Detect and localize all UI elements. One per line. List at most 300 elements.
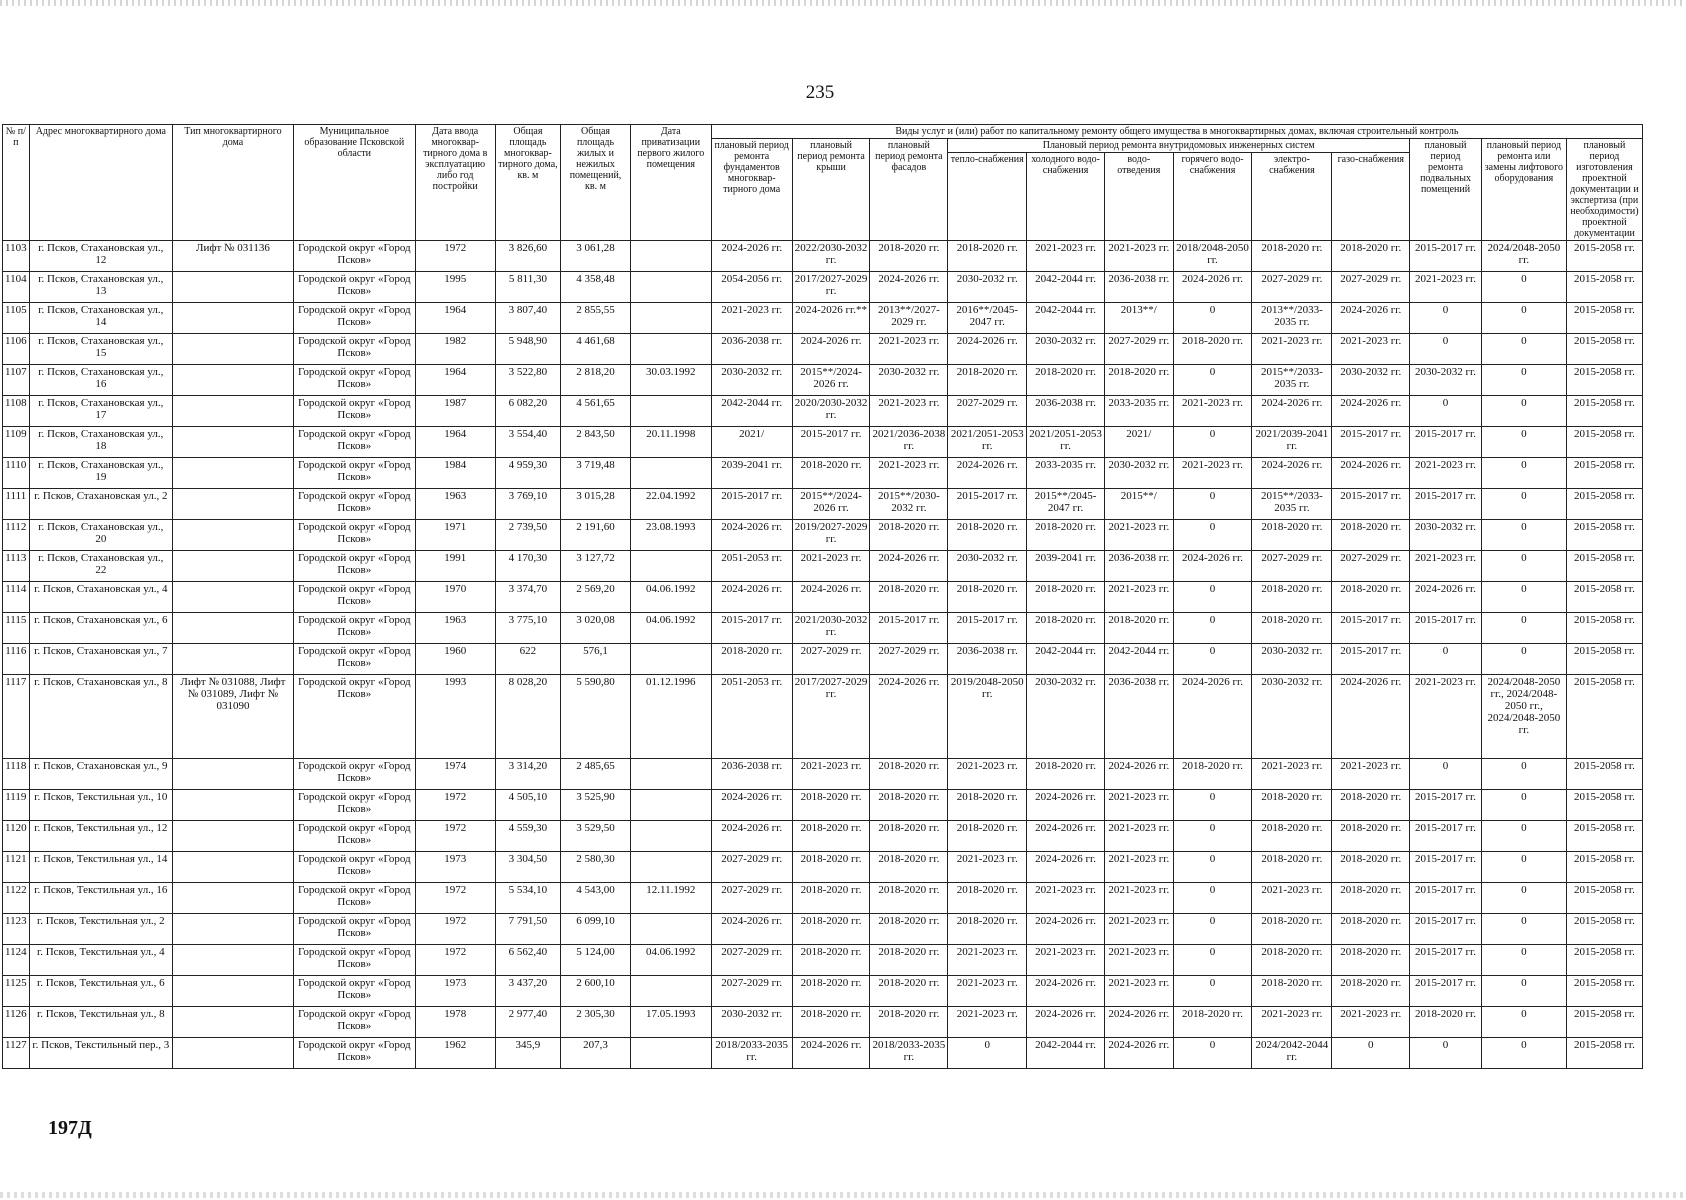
cell-basement-period: 2030-2032 гг.: [1410, 365, 1482, 396]
cell-row-number: 1118: [3, 759, 30, 790]
cell-gas-period: 2015-2017 гг.: [1332, 644, 1410, 675]
cell-hot-water-period: 0: [1173, 914, 1252, 945]
table-row: [3, 945, 1643, 976]
cell-hot-water-period: 0: [1173, 427, 1252, 458]
cell-privatization-date: 20.11.1998: [630, 427, 711, 458]
cell-sewerage-period: 2018-2020 гг.: [1104, 365, 1173, 396]
cell-basement-period: 2015-2017 гг.: [1410, 914, 1482, 945]
cell-foundation-period: 2024-2026 гг.: [711, 520, 792, 551]
cell-roof-period: 2027-2029 гг.: [792, 644, 870, 675]
cell-gas-period: 2018-2020 гг.: [1332, 883, 1410, 914]
cell-address: г. Псков, Стахановская ул., 9: [29, 759, 172, 790]
cell-basement-period: 2015-2017 гг.: [1410, 613, 1482, 644]
cell-roof-period: 2021-2023 гг.: [792, 759, 870, 790]
cell-commission-year: 1964: [415, 427, 495, 458]
cell-foundation-period: 2024-2026 гг.: [711, 241, 792, 272]
cell-commission-year: 1991: [415, 551, 495, 582]
cell-cold-water-period: 2018-2020 гг.: [1027, 582, 1105, 613]
cell-cold-water-period: 2018-2020 гг.: [1027, 365, 1105, 396]
cell-address: г. Псков, Стахановская ул., 19: [29, 458, 172, 489]
cell-municipality: Городской округ «Город Псков»: [293, 613, 415, 644]
cell-row-number: 1126: [3, 1007, 30, 1038]
cell-elevator-period: 0: [1481, 334, 1566, 365]
header-works-group: Виды услуг и (или) работ по капитальному ремонту общего имущества в многоквартирных домах, включая строительный контроль: [711, 125, 1642, 139]
cell-basement-period: 0: [1410, 303, 1482, 334]
cell-address: г. Псков, Текстильная ул., 6: [29, 976, 172, 1007]
cell-hot-water-period: 0: [1173, 644, 1252, 675]
cell-hot-water-period: 2024-2026 гг.: [1173, 272, 1252, 303]
cell-facade-period: 2018-2020 гг.: [870, 582, 948, 613]
cell-living-area: 3 020,08: [561, 613, 631, 644]
cell-cold-water-period: 2042-2044 гг.: [1027, 644, 1105, 675]
cell-design-period: 2015-2058 гг.: [1566, 334, 1642, 365]
cell-municipality: Городской округ «Город Псков»: [293, 945, 415, 976]
cell-facade-period: 2018-2020 гг.: [870, 914, 948, 945]
cell-hot-water-period: 2024-2026 гг.: [1173, 675, 1252, 759]
cell-sewerage-period: 2033-2035 гг.: [1104, 396, 1173, 427]
cell-house-type: [173, 790, 294, 821]
cell-heating-period: 2018-2020 гг.: [948, 790, 1027, 821]
header-hot-water: горячего водо-снабжения: [1173, 153, 1252, 241]
cell-gas-period: 2027-2029 гг.: [1332, 551, 1410, 582]
cell-municipality: Городской округ «Город Псков»: [293, 821, 415, 852]
header-total-area: Общая площадь многоквар-тирного дома, кв. м: [495, 125, 561, 241]
cell-address: г. Псков, Текстильная ул., 16: [29, 883, 172, 914]
cell-living-area: 2 485,65: [561, 759, 631, 790]
cell-address: г. Псков, Стахановская ул., 6: [29, 613, 172, 644]
cell-sewerage-period: 2027-2029 гг.: [1104, 334, 1173, 365]
cell-address: г. Псков, Текстильная ул., 14: [29, 852, 172, 883]
cell-electricity-period: 2021-2023 гг.: [1252, 334, 1332, 365]
cell-sewerage-period: 2021-2023 гг.: [1104, 821, 1173, 852]
cell-house-type: [173, 759, 294, 790]
cell-row-number: 1125: [3, 976, 30, 1007]
cell-living-area: 6 099,10: [561, 914, 631, 945]
cell-commission-year: 1963: [415, 613, 495, 644]
cell-gas-period: 2021-2023 гг.: [1332, 334, 1410, 365]
cell-cold-water-period: 2039-2041 гг.: [1027, 551, 1105, 582]
cell-total-area: 3 304,50: [495, 852, 561, 883]
cell-house-type: [173, 334, 294, 365]
table-row: [3, 852, 1643, 883]
cell-roof-period: 2017/2027-2029 гг.: [792, 675, 870, 759]
cell-gas-period: 2018-2020 гг.: [1332, 790, 1410, 821]
cell-gas-period: 2018-2020 гг.: [1332, 241, 1410, 272]
cell-commission-year: 1972: [415, 914, 495, 945]
cell-elevator-period: 0: [1481, 644, 1566, 675]
cell-heating-period: 2021-2023 гг.: [948, 976, 1027, 1007]
cell-municipality: Городской округ «Город Псков»: [293, 883, 415, 914]
cell-commission-year: 1972: [415, 883, 495, 914]
cell-commission-year: 1987: [415, 396, 495, 427]
cell-row-number: 1117: [3, 675, 30, 759]
cell-hot-water-period: 2021-2023 гг.: [1173, 396, 1252, 427]
table-row: [3, 396, 1643, 427]
cell-electricity-period: 2015**/2033-2035 гг.: [1252, 489, 1332, 520]
header-engineering-group: Плановый период ремонта внутридомовых инженерных систем: [948, 139, 1410, 153]
cell-heating-period: 2019/2048-2050 гг.: [948, 675, 1027, 759]
header-design: плановый период изготовления проектной документации и экспертиза (при необходимости) проектной документации: [1566, 139, 1642, 241]
cell-heating-period: 2021-2023 гг.: [948, 1007, 1027, 1038]
cell-elevator-period: 2024/2048-2050 гг.: [1481, 241, 1566, 272]
cell-facade-period: 2024-2026 гг.: [870, 551, 948, 582]
cell-elevator-period: 0: [1481, 1038, 1566, 1069]
cell-privatization-date: [630, 914, 711, 945]
cell-commission-year: 1972: [415, 945, 495, 976]
cell-roof-period: 2015**/2024-2026 гг.: [792, 489, 870, 520]
cell-sewerage-period: 2021-2023 гг.: [1104, 976, 1173, 1007]
cell-electricity-period: 2018-2020 гг.: [1252, 976, 1332, 1007]
cell-foundation-period: 2027-2029 гг.: [711, 852, 792, 883]
cell-privatization-date: 17.05.1993: [630, 1007, 711, 1038]
cell-heating-period: 2016**/2045-2047 гг.: [948, 303, 1027, 334]
cell-foundation-period: 2027-2029 гг.: [711, 945, 792, 976]
cell-house-type: [173, 458, 294, 489]
cell-privatization-date: [630, 241, 711, 272]
cell-elevator-period: 0: [1481, 396, 1566, 427]
cell-municipality: Городской округ «Город Псков»: [293, 427, 415, 458]
cell-gas-period: 2015-2017 гг.: [1332, 489, 1410, 520]
cell-design-period: 2015-2058 гг.: [1566, 883, 1642, 914]
cell-row-number: 1119: [3, 790, 30, 821]
cell-cold-water-period: 2024-2026 гг.: [1027, 852, 1105, 883]
cell-gas-period: 2018-2020 гг.: [1332, 945, 1410, 976]
cell-elevator-period: 0: [1481, 458, 1566, 489]
cell-privatization-date: 12.11.1992: [630, 883, 711, 914]
cell-design-period: 2015-2058 гг.: [1566, 976, 1642, 1007]
cell-commission-year: 1972: [415, 790, 495, 821]
header-sewerage: водо-отведения: [1104, 153, 1173, 241]
cell-roof-period: 2024-2026 гг.: [792, 334, 870, 365]
cell-hot-water-period: 2024-2026 гг.: [1173, 551, 1252, 582]
cell-commission-year: 1993: [415, 675, 495, 759]
cell-living-area: 3 015,28: [561, 489, 631, 520]
cell-municipality: Городской округ «Город Псков»: [293, 489, 415, 520]
cell-hot-water-period: 2018-2020 гг.: [1173, 1007, 1252, 1038]
cell-row-number: 1113: [3, 551, 30, 582]
cell-facade-period: 2015**/2030-2032 гг.: [870, 489, 948, 520]
table-row: [3, 582, 1643, 613]
cell-municipality: Городской округ «Город Псков»: [293, 303, 415, 334]
cell-design-period: 2015-2058 гг.: [1566, 551, 1642, 582]
cell-address: г. Псков, Стахановская ул., 8: [29, 675, 172, 759]
cell-privatization-date: [630, 852, 711, 883]
cell-sewerage-period: 2021-2023 гг.: [1104, 852, 1173, 883]
cell-roof-period: 2018-2020 гг.: [792, 790, 870, 821]
cell-house-type: [173, 551, 294, 582]
cell-living-area: 5 124,00: [561, 945, 631, 976]
cell-total-area: 4 170,30: [495, 551, 561, 582]
cell-design-period: 2015-2058 гг.: [1566, 365, 1642, 396]
cell-gas-period: 2021-2023 гг.: [1332, 1007, 1410, 1038]
cell-municipality: Городской округ «Город Псков»: [293, 1007, 415, 1038]
cell-living-area: 2 843,50: [561, 427, 631, 458]
cell-address: г. Псков, Стахановская ул., 16: [29, 365, 172, 396]
cell-elevator-period: 0: [1481, 821, 1566, 852]
cell-design-period: 2015-2058 гг.: [1566, 914, 1642, 945]
cell-total-area: 7 791,50: [495, 914, 561, 945]
cell-basement-period: 2018-2020 гг.: [1410, 1007, 1482, 1038]
cell-sewerage-period: 2024-2026 гг.: [1104, 1038, 1173, 1069]
cell-living-area: 3 529,50: [561, 821, 631, 852]
cell-heating-period: 2018-2020 гг.: [948, 241, 1027, 272]
cell-cold-water-period: 2030-2032 гг.: [1027, 334, 1105, 365]
cell-heating-period: 2018-2020 гг.: [948, 883, 1027, 914]
cell-sewerage-period: 2021-2023 гг.: [1104, 945, 1173, 976]
cell-total-area: 5 811,30: [495, 272, 561, 303]
cell-row-number: 1115: [3, 613, 30, 644]
cell-address: г. Псков, Текстильная ул., 2: [29, 914, 172, 945]
cell-design-period: 2015-2058 гг.: [1566, 1007, 1642, 1038]
cell-gas-period: 2018-2020 гг.: [1332, 520, 1410, 551]
cell-electricity-period: 2015**/2033-2035 гг.: [1252, 365, 1332, 396]
cell-privatization-date: 04.06.1992: [630, 582, 711, 613]
cell-total-area: 4 959,30: [495, 458, 561, 489]
cell-total-area: 4 559,30: [495, 821, 561, 852]
cell-electricity-period: 2018-2020 гг.: [1252, 821, 1332, 852]
footer-code: 197Д: [48, 1117, 92, 1139]
cell-total-area: 3 807,40: [495, 303, 561, 334]
cell-hot-water-period: 0: [1173, 489, 1252, 520]
header-living-area: Общая площадь жилых и нежилых помещений, кв. м: [561, 125, 631, 241]
cell-address: г. Псков, Стахановская ул., 4: [29, 582, 172, 613]
cell-privatization-date: [630, 759, 711, 790]
cell-row-number: 1107: [3, 365, 30, 396]
cell-address: г. Псков, Текстильный пер., 3: [29, 1038, 172, 1069]
cell-roof-period: 2015-2017 гг.: [792, 427, 870, 458]
cell-privatization-date: [630, 334, 711, 365]
cell-hot-water-period: 2018/2048-2050 гг.: [1173, 241, 1252, 272]
cell-municipality: Городской округ «Город Псков»: [293, 759, 415, 790]
cell-house-type: [173, 883, 294, 914]
cell-roof-period: 2018-2020 гг.: [792, 883, 870, 914]
cell-hot-water-period: 2018-2020 гг.: [1173, 334, 1252, 365]
cell-hot-water-period: 0: [1173, 582, 1252, 613]
cell-commission-year: 1974: [415, 759, 495, 790]
cell-municipality: Городской округ «Город Псков»: [293, 396, 415, 427]
header-address: Адрес многоквартирного дома: [29, 125, 172, 241]
header-commission-date: Дата ввода многоквар-тирного дома в эксплуатацию либо год постройки: [415, 125, 495, 241]
cell-commission-year: 1973: [415, 852, 495, 883]
cell-house-type: [173, 945, 294, 976]
cell-facade-period: 2024-2026 гг.: [870, 272, 948, 303]
cell-hot-water-period: 0: [1173, 945, 1252, 976]
cell-basement-period: 2021-2023 гг.: [1410, 458, 1482, 489]
table-row: [3, 520, 1643, 551]
cell-foundation-period: 2024-2026 гг.: [711, 914, 792, 945]
cell-cold-water-period: 2030-2032 гг.: [1027, 675, 1105, 759]
cell-municipality: Городской округ «Город Псков»: [293, 520, 415, 551]
cell-gas-period: 2018-2020 гг.: [1332, 821, 1410, 852]
cell-commission-year: 1984: [415, 458, 495, 489]
cell-roof-period: 2021/2030-2032 гг.: [792, 613, 870, 644]
scan-edge-bottom: [0, 1192, 1686, 1198]
table-row: [3, 272, 1643, 303]
cell-living-area: 3 719,48: [561, 458, 631, 489]
cell-electricity-period: 2018-2020 гг.: [1252, 613, 1332, 644]
cell-heating-period: 2021/2051-2053 гг.: [948, 427, 1027, 458]
cell-hot-water-period: 0: [1173, 613, 1252, 644]
cell-living-area: 4 561,65: [561, 396, 631, 427]
cell-cold-water-period: 2021/2051-2053 гг.: [1027, 427, 1105, 458]
cell-design-period: 2015-2058 гг.: [1566, 458, 1642, 489]
cell-sewerage-period: 2021-2023 гг.: [1104, 520, 1173, 551]
cell-row-number: 1116: [3, 644, 30, 675]
cell-design-period: 2015-2058 гг.: [1566, 241, 1642, 272]
cell-cold-water-period: 2024-2026 гг.: [1027, 914, 1105, 945]
scan-edge-top: [0, 0, 1686, 6]
cell-sewerage-period: 2021-2023 гг.: [1104, 914, 1173, 945]
table-row: [3, 303, 1643, 334]
cell-design-period: 2015-2058 гг.: [1566, 945, 1642, 976]
cell-living-area: 4 461,68: [561, 334, 631, 365]
cell-privatization-date: [630, 821, 711, 852]
cell-house-type: [173, 520, 294, 551]
cell-heating-period: 2018-2020 гг.: [948, 821, 1027, 852]
cell-total-area: 3 769,10: [495, 489, 561, 520]
cell-address: г. Псков, Стахановская ул., 17: [29, 396, 172, 427]
cell-row-number: 1114: [3, 582, 30, 613]
cell-row-number: 1109: [3, 427, 30, 458]
cell-design-period: 2015-2058 гг.: [1566, 790, 1642, 821]
cell-elevator-period: 0: [1481, 582, 1566, 613]
cell-total-area: 2 739,50: [495, 520, 561, 551]
table-row: [3, 675, 1643, 759]
cell-basement-period: 2015-2017 гг.: [1410, 976, 1482, 1007]
cell-cold-water-period: 2036-2038 гг.: [1027, 396, 1105, 427]
cell-address: г. Псков, Текстильная ул., 4: [29, 945, 172, 976]
cell-total-area: 3 775,10: [495, 613, 561, 644]
cell-facade-period: 2018-2020 гг.: [870, 852, 948, 883]
cell-gas-period: 2030-2032 гг.: [1332, 365, 1410, 396]
cell-sewerage-period: 2024-2026 гг.: [1104, 1007, 1173, 1038]
cell-commission-year: 1982: [415, 334, 495, 365]
cell-hot-water-period: 0: [1173, 520, 1252, 551]
cell-row-number: 1108: [3, 396, 30, 427]
cell-foundation-period: 2027-2029 гг.: [711, 883, 792, 914]
cell-privatization-date: [630, 458, 711, 489]
cell-commission-year: 1972: [415, 821, 495, 852]
cell-foundation-period: 2015-2017 гг.: [711, 489, 792, 520]
cell-roof-period: 2018-2020 гг.: [792, 852, 870, 883]
cell-heating-period: 2018-2020 гг.: [948, 520, 1027, 551]
cell-foundation-period: 2015-2017 гг.: [711, 613, 792, 644]
cell-facade-period: 2015-2017 гг.: [870, 613, 948, 644]
cell-row-number: 1106: [3, 334, 30, 365]
cell-heating-period: 2018-2020 гг.: [948, 365, 1027, 396]
cell-basement-period: 2030-2032 гг.: [1410, 520, 1482, 551]
cell-house-type: Лифт № 031136: [173, 241, 294, 272]
cell-cold-water-period: 2042-2044 гг.: [1027, 272, 1105, 303]
cell-roof-period: 2024-2026 гг.**: [792, 303, 870, 334]
cell-electricity-period: 2021-2023 гг.: [1252, 759, 1332, 790]
cell-total-area: 6 562,40: [495, 945, 561, 976]
cell-facade-period: 2018/2033-2035 гг.: [870, 1038, 948, 1069]
cell-row-number: 1103: [3, 241, 30, 272]
cell-electricity-period: 2021-2023 гг.: [1252, 1007, 1332, 1038]
cell-facade-period: 2018-2020 гг.: [870, 520, 948, 551]
cell-design-period: 2015-2058 гг.: [1566, 303, 1642, 334]
cell-electricity-period: 2018-2020 гг.: [1252, 914, 1332, 945]
cell-design-period: 2015-2058 гг.: [1566, 396, 1642, 427]
cell-municipality: Городской округ «Город Псков»: [293, 675, 415, 759]
header-heating: тепло-снабжения: [948, 153, 1027, 241]
cell-electricity-period: 2013**/2033-2035 гг.: [1252, 303, 1332, 334]
header-idx: № п/п: [3, 125, 30, 241]
cell-elevator-period: 0: [1481, 365, 1566, 396]
cell-basement-period: 2021-2023 гг.: [1410, 551, 1482, 582]
cell-cold-water-period: 2024-2026 гг.: [1027, 790, 1105, 821]
table-row: [3, 427, 1643, 458]
cell-basement-period: 2015-2017 гг.: [1410, 821, 1482, 852]
cell-commission-year: 1963: [415, 489, 495, 520]
cell-sewerage-period: 2036-2038 гг.: [1104, 551, 1173, 582]
cell-facade-period: 2018-2020 гг.: [870, 1007, 948, 1038]
cell-facade-period: 2018-2020 гг.: [870, 790, 948, 821]
cell-gas-period: 2024-2026 гг.: [1332, 396, 1410, 427]
cell-living-area: 5 590,80: [561, 675, 631, 759]
cell-basement-period: 0: [1410, 644, 1482, 675]
header-roof: плановый период ремонта крыши: [792, 139, 870, 241]
cell-living-area: 2 580,30: [561, 852, 631, 883]
cell-privatization-date: [630, 976, 711, 1007]
cell-roof-period: 2020/2030-2032 гг.: [792, 396, 870, 427]
cell-facade-period: 2021-2023 гг.: [870, 458, 948, 489]
cell-hot-water-period: 0: [1173, 821, 1252, 852]
cell-elevator-period: 0: [1481, 489, 1566, 520]
cell-commission-year: 1971: [415, 520, 495, 551]
cell-privatization-date: 04.06.1992: [630, 945, 711, 976]
cell-electricity-period: 2021-2023 гг.: [1252, 883, 1332, 914]
cell-elevator-period: 0: [1481, 520, 1566, 551]
cell-sewerage-period: 2013**/: [1104, 303, 1173, 334]
cell-municipality: Городской округ «Город Псков»: [293, 852, 415, 883]
cell-commission-year: 1960: [415, 644, 495, 675]
cell-hot-water-period: 0: [1173, 790, 1252, 821]
cell-cold-water-period: 2024-2026 гг.: [1027, 1007, 1105, 1038]
cell-foundation-period: 2027-2029 гг.: [711, 976, 792, 1007]
cell-facade-period: 2027-2029 гг.: [870, 644, 948, 675]
cell-house-type: [173, 914, 294, 945]
cell-gas-period: 2024-2026 гг.: [1332, 303, 1410, 334]
cell-elevator-period: 0: [1481, 759, 1566, 790]
cell-heating-period: 2021-2023 гг.: [948, 852, 1027, 883]
cell-design-period: 2015-2058 гг.: [1566, 1038, 1642, 1069]
cell-electricity-period: 2027-2029 гг.: [1252, 551, 1332, 582]
cell-house-type: [173, 272, 294, 303]
cell-total-area: 3 522,80: [495, 365, 561, 396]
cell-design-period: 2015-2058 гг.: [1566, 852, 1642, 883]
table-row: [3, 759, 1643, 790]
cell-gas-period: 2024-2026 гг.: [1332, 458, 1410, 489]
cell-electricity-period: 2018-2020 гг.: [1252, 790, 1332, 821]
cell-elevator-period: 0: [1481, 613, 1566, 644]
cell-basement-period: 2015-2017 гг.: [1410, 790, 1482, 821]
cell-elevator-period: 0: [1481, 1007, 1566, 1038]
table-row: [3, 551, 1643, 582]
cell-cold-water-period: 2033-2035 гг.: [1027, 458, 1105, 489]
cell-basement-period: 0: [1410, 334, 1482, 365]
cell-facade-period: 2018-2020 гг.: [870, 241, 948, 272]
cell-municipality: Городской округ «Город Псков»: [293, 272, 415, 303]
cell-hot-water-period: 0: [1173, 1038, 1252, 1069]
cell-living-area: 3 127,72: [561, 551, 631, 582]
cell-row-number: 1122: [3, 883, 30, 914]
cell-gas-period: 0: [1332, 1038, 1410, 1069]
cell-elevator-period: 0: [1481, 852, 1566, 883]
cell-privatization-date: 22.04.1992: [630, 489, 711, 520]
cell-living-area: 2 191,60: [561, 520, 631, 551]
